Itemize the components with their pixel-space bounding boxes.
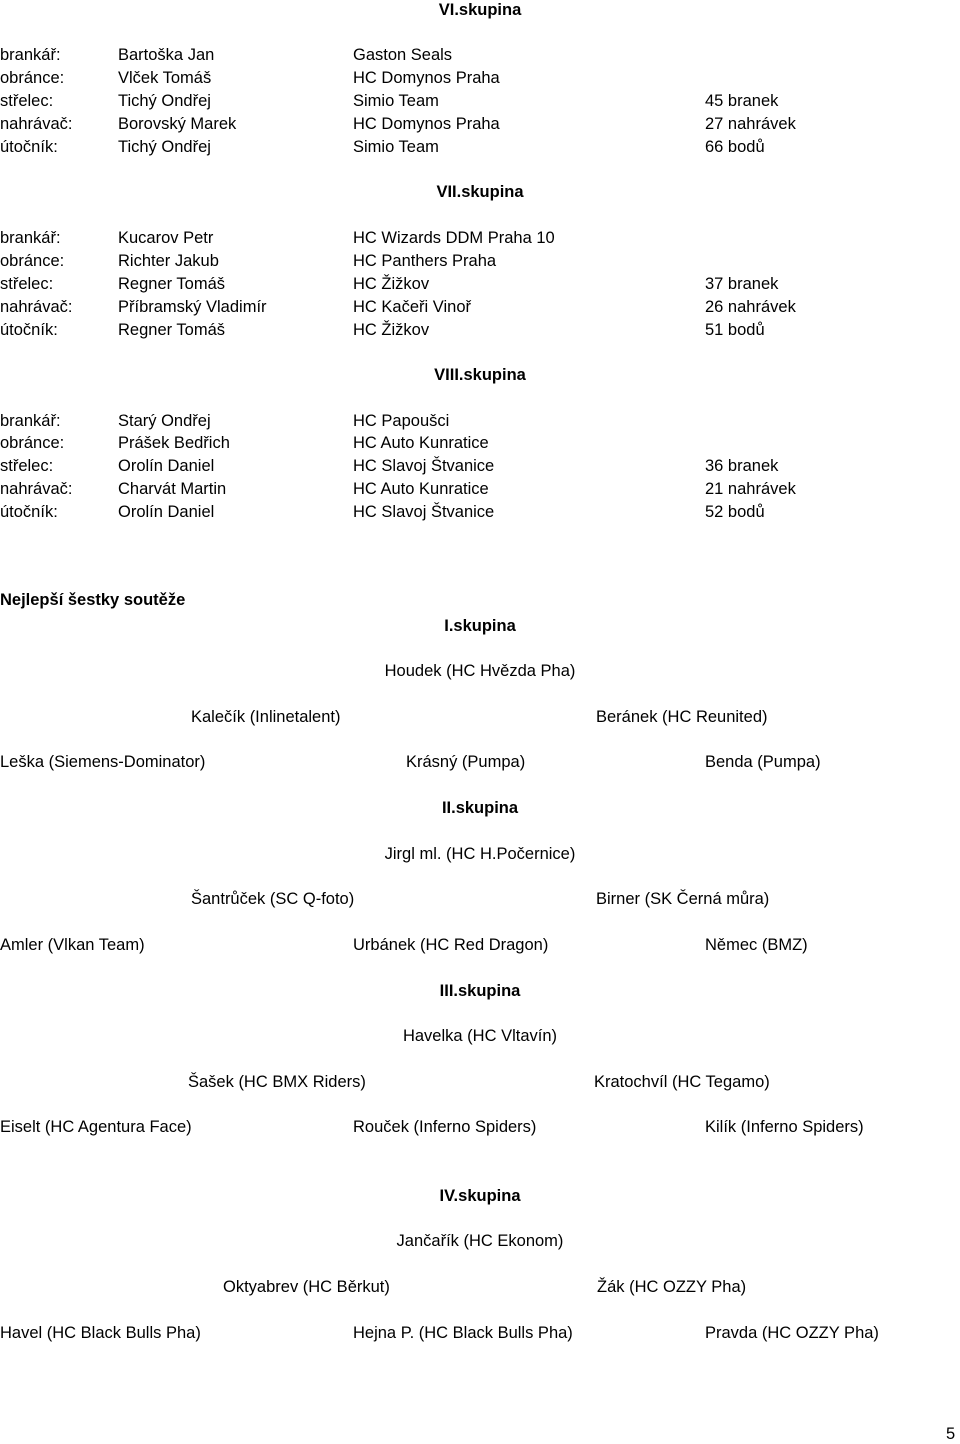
role-label: útočník: [0, 138, 58, 156]
lineup-defender-left: Oktyabrev (HC Běrkut) [223, 1278, 390, 1296]
lineup-defender-right: Žák (HC OZZY Pha) [597, 1278, 747, 1296]
team-name: HC Auto Kunratice [353, 480, 489, 498]
lineup-heading: II.skupina [441, 799, 519, 817]
lineup-heading: IV.skupina [439, 1187, 521, 1205]
lineup-defender-right: Beránek (HC Reunited) [596, 708, 768, 726]
player-name: Tichý Ondřej [118, 138, 211, 156]
team-name: HC Domynos Praha [353, 69, 500, 87]
stat-value: 26 nahrávek [705, 298, 796, 316]
role-label: střelec: [0, 275, 54, 293]
lineup-defender-right: Kratochvíl (HC Tegamo) [594, 1073, 770, 1091]
player-name: Bartoška Jan [118, 46, 215, 64]
player-name: Regner Tomáš [118, 275, 226, 293]
player-name: Regner Tomáš [118, 321, 226, 339]
team-name: Gaston Seals [353, 46, 453, 64]
team-name: HC Slavoj Štvanice [353, 457, 495, 475]
team-name: HC Slavoj Štvanice [353, 503, 495, 521]
lineup-forward-left: Havel (HC Black Bulls Pha) [0, 1324, 201, 1342]
role-label: nahrávač: [0, 298, 73, 316]
player-name: Orolín Daniel [118, 503, 215, 521]
lineup-goalie: Jančařík (HC Ekonom) [396, 1232, 564, 1250]
lineup-forward-center: Rouček (Inferno Spiders) [353, 1118, 537, 1136]
player-name: Starý Ondřej [118, 412, 211, 430]
lineup-goalie: Houdek (HC Hvězda Pha) [384, 662, 576, 680]
team-name: Simio Team [353, 92, 439, 110]
role-label: nahrávač: [0, 480, 73, 498]
role-label: nahrávač: [0, 115, 73, 133]
lineup-forward-center: Krásný (Pumpa) [406, 753, 526, 771]
stat-value: 21 nahrávek [705, 480, 796, 498]
lineup-forward-center: Urbánek (HC Red Dragon) [353, 936, 549, 954]
lineup-forward-left: Leška (Siemens-Dominator) [0, 753, 206, 771]
team-name: HC Kačeři Vinoř [353, 298, 471, 316]
stat-value: 51 bodů [705, 321, 765, 339]
team-name: HC Domynos Praha [353, 115, 500, 133]
stat-value: 66 bodů [705, 138, 765, 156]
stat-value: 27 nahrávek [705, 115, 796, 133]
role-label: obránce: [0, 252, 65, 270]
lineup-forward-left: Eiselt (HC Agentura Face) [0, 1118, 192, 1136]
lineup-defender-left: Šašek (HC BMX Riders) [188, 1073, 366, 1091]
team-name: HC Auto Kunratice [353, 434, 489, 452]
lineup-forward-center: Hejna P. (HC Black Bulls Pha) [353, 1324, 573, 1342]
role-label: brankář: [0, 229, 61, 247]
lineup-heading: III.skupina [439, 982, 521, 1000]
lineup-forward-right: Benda (Pumpa) [705, 753, 821, 771]
role-label: střelec: [0, 92, 54, 110]
player-name: Příbramský Vladimír [118, 298, 267, 316]
role-label: střelec: [0, 457, 54, 475]
team-name: HC Wizards DDM Praha 10 [353, 229, 555, 247]
lineup-defender-left: Šantrůček (SC Q-foto) [191, 890, 355, 908]
stat-value: 45 branek [705, 92, 779, 110]
lineup-defender-right: Birner (SK Černá můra) [596, 890, 770, 908]
role-label: brankář: [0, 412, 61, 430]
player-name: Vlček Tomáš [118, 69, 212, 87]
role-label: útočník: [0, 503, 58, 521]
player-name: Tichý Ondřej [118, 92, 211, 110]
player-name: Charvát Martin [118, 480, 227, 498]
team-name: Simio Team [353, 138, 439, 156]
role-label: obránce: [0, 434, 65, 452]
lineup-goalie: Havelka (HC Vltavín) [402, 1027, 558, 1045]
player-name: Prášek Bedřich [118, 434, 230, 452]
team-name: HC Papoušci [353, 412, 450, 430]
player-name: Orolín Daniel [118, 457, 215, 475]
lineup-forward-right: Pravda (HC OZZY Pha) [705, 1324, 879, 1342]
role-label: útočník: [0, 321, 58, 339]
lineup-defender-left: Kalečík (Inlinetalent) [191, 708, 341, 726]
player-name: Richter Jakub [118, 252, 219, 270]
team-name: HC Žižkov [353, 275, 430, 293]
page-number: 5 [946, 1425, 956, 1443]
player-name: Borovský Marek [118, 115, 237, 133]
lineup-forward-left: Amler (Vlkan Team) [0, 936, 145, 954]
player-name: Kucarov Petr [118, 229, 214, 247]
lineup-forward-right: Kilík (Inferno Spiders) [705, 1118, 864, 1136]
lineup-forward-right: Němec (BMZ) [705, 936, 808, 954]
section-title: Nejlepší šestky soutěže [0, 591, 186, 609]
stat-value: 36 branek [705, 457, 779, 475]
lineup-goalie: Jirgl ml. (HC H.Počernice) [384, 845, 576, 863]
team-name: HC Žižkov [353, 321, 430, 339]
group-6-heading: VI.skupina [438, 1, 522, 19]
stat-value: 52 bodů [705, 503, 765, 521]
role-label: brankář: [0, 46, 61, 64]
group-7-heading: VII.skupina [436, 183, 524, 201]
team-name: HC Panthers Praha [353, 252, 497, 270]
role-label: obránce: [0, 69, 65, 87]
lineup-heading: I.skupina [444, 617, 516, 635]
stat-value: 37 branek [705, 275, 779, 293]
group-8-heading: VIII.skupina [434, 366, 526, 384]
